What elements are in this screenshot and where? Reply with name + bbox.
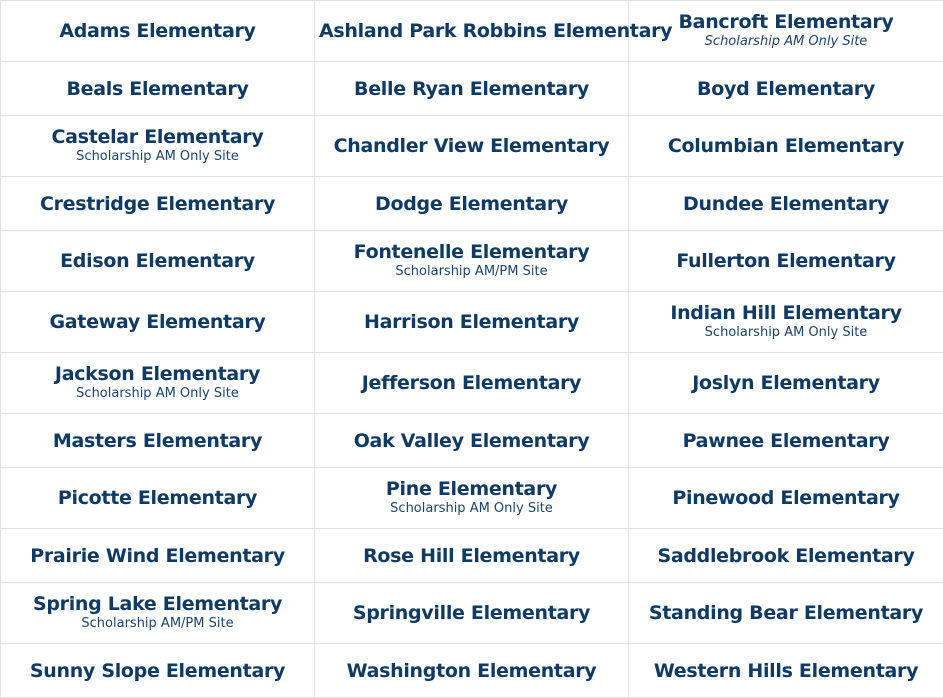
school-cell <box>629 231 943 292</box>
table-row <box>1 468 943 529</box>
school-cell <box>315 62 629 116</box>
school-name: Beals Elementary <box>66 77 249 100</box>
school-cell <box>629 468 943 529</box>
school-cell <box>315 177 629 231</box>
school-name: Ashland Park Robbins Elementary <box>319 20 673 42</box>
school-cell <box>315 583 629 644</box>
school-name: Pinewood Elementary <box>672 487 900 509</box>
school-cell <box>315 529 629 583</box>
school-cell <box>1 231 315 292</box>
school-cell <box>629 414 943 468</box>
school-name: Dundee Elementary <box>683 192 889 215</box>
school-cell <box>629 583 943 644</box>
table-row <box>1 353 943 414</box>
school-cell <box>315 644 629 698</box>
school-name: Dodge Elementary <box>375 192 568 215</box>
table-row <box>1 644 943 698</box>
school-name: Indian Hill Elementary <box>670 302 902 324</box>
school-name: Castelar Elementary <box>51 126 264 148</box>
school-cell <box>315 1 673 62</box>
school-cell <box>1 644 315 698</box>
school-cell <box>315 231 629 292</box>
school-cell <box>1 468 315 529</box>
school-cell <box>629 353 943 414</box>
school-cell <box>1 292 315 353</box>
table-row <box>1 529 943 583</box>
table-row <box>1 1 943 62</box>
school-cell <box>1 177 315 231</box>
school-name: Chandler View Elementary <box>333 135 610 157</box>
school-name: Edison Elementary <box>60 250 255 272</box>
school-cell <box>1 62 315 116</box>
school-name: Western Hills Elementary <box>653 659 919 682</box>
school-name: Harrison Elementary <box>363 311 580 333</box>
table-row <box>1 116 943 177</box>
school-cell <box>629 62 943 116</box>
school-cell <box>1 414 315 468</box>
table-row <box>1 177 943 231</box>
school-name: Fontenelle Elementary <box>353 241 590 263</box>
table-row <box>1 583 943 644</box>
school-name: Bancroft Elementary <box>678 11 894 33</box>
school-name: Rose Hill Elementary <box>363 544 580 567</box>
table-row <box>1 414 943 468</box>
school-name: Prairie Wind Elementary <box>30 544 285 567</box>
school-cell <box>629 292 943 353</box>
school-name: Sunny Slope Elementary <box>29 659 286 682</box>
school-cell <box>1 583 315 644</box>
school-name: Masters Elementary <box>52 429 263 452</box>
school-cell <box>629 116 943 177</box>
school-cell <box>1 1 315 62</box>
school-name: Gateway Elementary <box>49 311 266 333</box>
school-name: Jefferson Elementary <box>361 372 582 394</box>
school-name: Boyd Elementary <box>697 77 875 100</box>
table-row <box>1 62 943 116</box>
school-name: Adams Elementary <box>59 20 256 42</box>
school-name: Pawnee Elementary <box>682 429 890 452</box>
scholarship-note: Scholarship AM Only Site <box>76 149 239 164</box>
school-cell <box>629 644 943 698</box>
school-name: Pine Elementary <box>385 478 558 500</box>
school-name: Jackson Elementary <box>54 363 261 385</box>
school-name: Columbian Elementary <box>667 135 905 157</box>
scholarship-note: Scholarship AM Only Site <box>704 34 868 49</box>
school-name: Oak Valley Elementary <box>353 429 590 452</box>
school-cell <box>629 1 943 62</box>
school-cell <box>1 353 315 414</box>
scholarship-note: Scholarship AM Only Site <box>390 501 553 516</box>
table-row <box>1 231 943 292</box>
school-name: Fullerton Elementary <box>676 250 896 272</box>
school-name: Joslyn Elementary <box>692 372 880 394</box>
school-cell <box>315 353 629 414</box>
scholarship-note: Scholarship AM Only Site <box>704 325 868 340</box>
school-name: Springville Elementary <box>352 602 591 624</box>
school-name: Saddlebrook Elementary <box>657 544 915 567</box>
school-cell <box>629 529 943 583</box>
table-row <box>1 292 943 353</box>
school-name: Crestridge Elementary <box>39 192 276 215</box>
school-cell <box>315 414 629 468</box>
school-name: Washington Elementary <box>346 659 597 682</box>
school-name: Spring Lake Elementary <box>32 593 283 615</box>
scholarship-note: Scholarship AM Only Site <box>76 386 239 401</box>
school-name: Picotte Elementary <box>57 487 258 509</box>
school-cell <box>1 116 315 177</box>
school-cell <box>629 177 943 231</box>
school-name: Belle Ryan Elementary <box>354 77 589 100</box>
school-name: Standing Bear Elementary <box>648 602 924 624</box>
school-cell <box>315 116 629 177</box>
school-cell <box>315 468 629 529</box>
scholarship-note: Scholarship AM/PM Site <box>81 616 234 631</box>
scholarship-note: Scholarship AM/PM Site <box>395 264 548 279</box>
school-cell <box>1 529 315 583</box>
school-cell <box>315 292 629 353</box>
